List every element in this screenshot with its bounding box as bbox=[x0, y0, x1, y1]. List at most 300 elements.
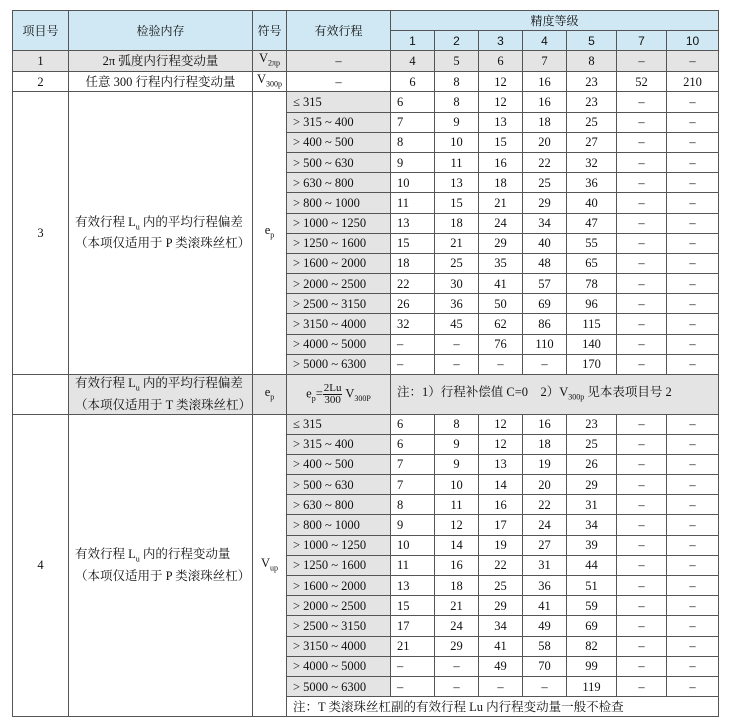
table-cell: – bbox=[667, 535, 719, 555]
travel-range: > 2500 ~ 3150 bbox=[287, 616, 391, 636]
content-sub: u bbox=[135, 383, 140, 393]
table-cell: – bbox=[617, 314, 667, 334]
table-cell: – bbox=[667, 515, 719, 535]
table-cell: 27 bbox=[567, 132, 617, 152]
grade-2: 2 bbox=[435, 31, 479, 51]
table-cell: 19 bbox=[479, 535, 523, 555]
symbol-sub: up bbox=[270, 563, 279, 573]
table-cell: 8 bbox=[435, 414, 479, 434]
content-line2: （本项仅适用于 P 类滚珠丝杠） bbox=[75, 568, 251, 583]
table-cell: 35 bbox=[479, 253, 523, 273]
table-cell: – bbox=[667, 92, 719, 112]
table-cell: – bbox=[667, 334, 719, 354]
table-cell: 16 bbox=[479, 152, 523, 172]
table-cell: 9 bbox=[435, 112, 479, 132]
table-cell: 8 bbox=[567, 51, 617, 72]
table-cell: 99 bbox=[567, 656, 617, 676]
table-cell: 15 bbox=[435, 193, 479, 213]
table-cell: – bbox=[617, 676, 667, 696]
travel-range: > 5000 ~ 6300 bbox=[287, 354, 391, 374]
travel-range: > 1600 ~ 2000 bbox=[287, 253, 391, 273]
table-cell: 26 bbox=[391, 294, 435, 314]
travel-range: > 1000 ~ 1250 bbox=[287, 535, 391, 555]
table-cell: 13 bbox=[391, 576, 435, 596]
table-cell: 29 bbox=[523, 193, 567, 213]
item-1-content: 2π 弧度内行程变动量 bbox=[69, 51, 253, 72]
table-cell: 14 bbox=[435, 535, 479, 555]
table-cell: 23 bbox=[567, 92, 617, 112]
table-cell: – bbox=[391, 676, 435, 696]
table-cell: – bbox=[617, 555, 667, 575]
item-2-no: 2 bbox=[13, 71, 69, 92]
table-cell: 16 bbox=[523, 414, 567, 434]
table-cell: – bbox=[435, 354, 479, 374]
note-a: 注：1）行程补偿值 C=0 2）V bbox=[397, 384, 569, 399]
table-row-item-1 bbox=[13, 51, 719, 72]
travel-range: > 4000 ~ 5000 bbox=[287, 334, 391, 354]
table-cell: – bbox=[667, 253, 719, 273]
table-cell: 13 bbox=[479, 112, 523, 132]
table-cell: 36 bbox=[523, 576, 567, 596]
table-cell: 7 bbox=[523, 51, 567, 72]
table-cell: – bbox=[667, 274, 719, 294]
formula-lhs-sub: p bbox=[311, 393, 316, 403]
travel-range: > 630 ~ 800 bbox=[287, 495, 391, 515]
note-sub: 300p bbox=[568, 392, 585, 401]
table-cell: 18 bbox=[391, 253, 435, 273]
table-cell: 170 bbox=[567, 354, 617, 374]
table-cell: 31 bbox=[567, 495, 617, 515]
table-cell: 82 bbox=[567, 636, 617, 656]
content-line1: 有效行程 L bbox=[75, 547, 136, 562]
table-cell: 62 bbox=[479, 314, 523, 334]
table-cell: 11 bbox=[391, 193, 435, 213]
travel-range: > 2000 ~ 2500 bbox=[287, 274, 391, 294]
accuracy-table bbox=[12, 10, 719, 717]
grade-3: 3 bbox=[479, 31, 523, 51]
table-cell: – bbox=[435, 656, 479, 676]
table-cell: 11 bbox=[435, 495, 479, 515]
table-cell: 22 bbox=[523, 152, 567, 172]
table-cell: – bbox=[667, 676, 719, 696]
table-cell: 58 bbox=[523, 636, 567, 656]
table-cell: 20 bbox=[523, 132, 567, 152]
travel-range: > 2500 ~ 3150 bbox=[287, 294, 391, 314]
table-cell: 25 bbox=[479, 576, 523, 596]
item-4-content bbox=[69, 414, 253, 717]
table-cell: – bbox=[667, 636, 719, 656]
travel-range: > 315 ~ 400 bbox=[287, 434, 391, 454]
table-cell: 12 bbox=[435, 515, 479, 535]
table-cell: – bbox=[667, 51, 719, 72]
table-cell: 9 bbox=[391, 515, 435, 535]
table-row-item-3-t bbox=[13, 375, 719, 415]
table-cell: – bbox=[617, 132, 667, 152]
table-cell: – bbox=[617, 616, 667, 636]
table-cell: 34 bbox=[567, 515, 617, 535]
travel-range: ≤ 315 bbox=[287, 414, 391, 434]
table-cell: 25 bbox=[567, 112, 617, 132]
table-cell: 22 bbox=[523, 495, 567, 515]
travel-range: > 1000 ~ 1250 bbox=[287, 213, 391, 233]
item-2-content: 任意 300 行程内行程变动量 bbox=[69, 71, 253, 92]
table-cell: 6 bbox=[391, 71, 435, 92]
table-cell: 6 bbox=[391, 434, 435, 454]
symbol-main: e bbox=[264, 223, 271, 238]
table-cell: 18 bbox=[435, 576, 479, 596]
table-cell: – bbox=[617, 434, 667, 454]
grade-7: 7 bbox=[617, 31, 667, 51]
table-cell: – bbox=[523, 354, 567, 374]
table-row bbox=[13, 92, 719, 112]
table-cell: 86 bbox=[523, 314, 567, 334]
item-3t-formula bbox=[287, 375, 391, 415]
travel-range: > 1250 ~ 1600 bbox=[287, 233, 391, 253]
formula-denominator: 300 bbox=[324, 393, 341, 406]
travel-range: > 1600 ~ 2000 bbox=[287, 576, 391, 596]
item-1-symbol: $V_{2\pi p}$ bbox=[253, 51, 287, 72]
table-cell: 24 bbox=[523, 515, 567, 535]
table-cell: 69 bbox=[567, 616, 617, 636]
item-2-travel: – bbox=[287, 71, 391, 92]
table-cell: – bbox=[617, 475, 667, 495]
table-cell: 13 bbox=[479, 454, 523, 474]
item-4-symbol bbox=[253, 414, 287, 717]
table-cell: 55 bbox=[567, 233, 617, 253]
table-cell: 26 bbox=[567, 454, 617, 474]
symbol-sub: p bbox=[270, 392, 275, 401]
content-line1-end: 内的平均行程偏差 bbox=[139, 376, 243, 390]
table-cell: 29 bbox=[567, 475, 617, 495]
travel-range: > 400 ~ 500 bbox=[287, 132, 391, 152]
table-cell: 45 bbox=[435, 314, 479, 334]
table-cell: 6 bbox=[391, 92, 435, 112]
formula-fraction bbox=[323, 383, 343, 406]
travel-range: ≤ 315 bbox=[287, 92, 391, 112]
table-cell: 22 bbox=[479, 555, 523, 575]
table-cell: – bbox=[667, 454, 719, 474]
item-2-symbol: $V_{300p}$ bbox=[253, 71, 287, 92]
formula-lhs: e bbox=[306, 386, 312, 401]
grade-5: 5 bbox=[567, 31, 617, 51]
travel-range: > 3150 ~ 4000 bbox=[287, 636, 391, 656]
item-4-no: 4 bbox=[13, 414, 69, 717]
table-cell: – bbox=[617, 636, 667, 656]
table-cell: – bbox=[667, 233, 719, 253]
table-cell: 20 bbox=[523, 475, 567, 495]
header-travel: 有效行程 bbox=[287, 11, 391, 51]
content-line1: 有效行程 L bbox=[75, 376, 136, 390]
content-sub: u bbox=[135, 554, 140, 564]
table-cell: 8 bbox=[435, 92, 479, 112]
table-cell: 23 bbox=[567, 71, 617, 92]
table-cell: – bbox=[435, 676, 479, 696]
travel-range: > 500 ~ 630 bbox=[287, 475, 391, 495]
table-cell: 10 bbox=[391, 535, 435, 555]
table-cell: 16 bbox=[523, 71, 567, 92]
table-cell: 49 bbox=[479, 656, 523, 676]
content-line1-end: 内的行程变动量 bbox=[139, 547, 231, 562]
table-cell: 41 bbox=[479, 636, 523, 656]
table-cell: 36 bbox=[435, 294, 479, 314]
header-content: 检验内存 bbox=[69, 11, 253, 51]
item-3-symbol bbox=[253, 92, 287, 375]
table-cell: – bbox=[617, 656, 667, 676]
table-cell: – bbox=[667, 213, 719, 233]
travel-range: > 5000 ~ 6300 bbox=[287, 676, 391, 696]
table-cell: 21 bbox=[435, 596, 479, 616]
symbol-main: e bbox=[264, 384, 271, 399]
content-line1-end: 内的平均行程偏差 bbox=[139, 214, 243, 229]
table-cell: 31 bbox=[523, 555, 567, 575]
item-1-travel: – bbox=[287, 51, 391, 72]
table-cell: 18 bbox=[479, 173, 523, 193]
table-cell: 25 bbox=[523, 173, 567, 193]
table-cell: 110 bbox=[523, 334, 567, 354]
item-3-no: 3 bbox=[13, 92, 69, 375]
table-cell: 57 bbox=[523, 274, 567, 294]
table-cell: 34 bbox=[479, 616, 523, 636]
table-cell: – bbox=[667, 414, 719, 434]
table-cell: – bbox=[617, 354, 667, 374]
table-cell: 10 bbox=[435, 132, 479, 152]
table-cell: – bbox=[617, 233, 667, 253]
header-grade: 精度等级 bbox=[391, 11, 719, 31]
travel-range: > 800 ~ 1000 bbox=[287, 193, 391, 213]
table-cell: 10 bbox=[435, 475, 479, 495]
table-cell: 51 bbox=[567, 576, 617, 596]
table-cell: 24 bbox=[479, 213, 523, 233]
item-1-no: 1 bbox=[13, 51, 69, 72]
formula-numerator: 2Lu bbox=[323, 381, 342, 394]
formula-v: V bbox=[345, 386, 355, 401]
travel-range: > 315 ~ 400 bbox=[287, 112, 391, 132]
table-cell: 13 bbox=[391, 213, 435, 233]
grade-1: 1 bbox=[391, 31, 435, 51]
item-3t-symbol bbox=[253, 375, 287, 415]
table-cell: – bbox=[435, 334, 479, 354]
travel-range: > 1250 ~ 1600 bbox=[287, 555, 391, 575]
table-row-item-2 bbox=[13, 71, 719, 92]
table-cell: – bbox=[479, 676, 523, 696]
table-cell: 18 bbox=[523, 112, 567, 132]
formula-v-sub: 300P bbox=[354, 393, 371, 403]
table-cell: 29 bbox=[435, 636, 479, 656]
table-cell: 50 bbox=[479, 294, 523, 314]
table-cell: 6 bbox=[391, 414, 435, 434]
table-cell: – bbox=[617, 414, 667, 434]
table-cell: 76 bbox=[479, 334, 523, 354]
table-cell: – bbox=[667, 576, 719, 596]
table-cell: 32 bbox=[567, 152, 617, 172]
table-cell: 69 bbox=[523, 294, 567, 314]
travel-range: > 2000 ~ 2500 bbox=[287, 596, 391, 616]
table-cell: – bbox=[667, 656, 719, 676]
table-cell: 96 bbox=[567, 294, 617, 314]
table-cell: 5 bbox=[435, 51, 479, 72]
table-cell: 4 bbox=[391, 51, 435, 72]
table-cell: 9 bbox=[435, 454, 479, 474]
table-cell: 32 bbox=[391, 314, 435, 334]
table-cell: – bbox=[667, 294, 719, 314]
header-item-no: 项目号 bbox=[13, 11, 69, 51]
table-cell: 12 bbox=[479, 92, 523, 112]
table-cell: 29 bbox=[479, 233, 523, 253]
header-symbol: 符号 bbox=[253, 11, 287, 51]
table-cell: – bbox=[667, 112, 719, 132]
table-cell: 8 bbox=[391, 132, 435, 152]
table-cell: 6 bbox=[479, 51, 523, 72]
table-cell: 14 bbox=[479, 475, 523, 495]
table-cell: 13 bbox=[435, 173, 479, 193]
table-cell: – bbox=[617, 515, 667, 535]
table-cell: 8 bbox=[391, 495, 435, 515]
table-cell: – bbox=[617, 253, 667, 273]
note-b: 见本表项目号 2 bbox=[584, 384, 672, 399]
table-cell: 23 bbox=[567, 414, 617, 434]
table-cell: 27 bbox=[523, 535, 567, 555]
table-cell: 22 bbox=[391, 274, 435, 294]
table-cell: – bbox=[617, 334, 667, 354]
travel-range: > 630 ~ 800 bbox=[287, 173, 391, 193]
table-cell: – bbox=[617, 92, 667, 112]
travel-range: > 500 ~ 630 bbox=[287, 152, 391, 172]
table-cell: – bbox=[617, 495, 667, 515]
table-row bbox=[13, 414, 719, 434]
table-cell: 29 bbox=[479, 596, 523, 616]
table-cell: 40 bbox=[567, 193, 617, 213]
table-cell: 36 bbox=[567, 173, 617, 193]
symbol-sub: p bbox=[270, 230, 275, 240]
table-cell: – bbox=[479, 354, 523, 374]
travel-range: > 800 ~ 1000 bbox=[287, 515, 391, 535]
table-cell: 12 bbox=[479, 71, 523, 92]
table-cell: 30 bbox=[435, 274, 479, 294]
table-cell: – bbox=[391, 334, 435, 354]
table-cell: – bbox=[523, 676, 567, 696]
table-cell: – bbox=[667, 475, 719, 495]
table-cell: – bbox=[391, 656, 435, 676]
table-cell: – bbox=[617, 213, 667, 233]
table-cell: 52 bbox=[617, 71, 667, 92]
table-cell: – bbox=[667, 495, 719, 515]
table-cell: – bbox=[617, 535, 667, 555]
table-cell: 25 bbox=[435, 253, 479, 273]
table-cell: 15 bbox=[391, 233, 435, 253]
table-cell: – bbox=[617, 294, 667, 314]
table-cell: – bbox=[667, 354, 719, 374]
table-cell: 12 bbox=[479, 434, 523, 454]
formula-eq: = bbox=[315, 386, 323, 401]
travel-range: > 4000 ~ 5000 bbox=[287, 656, 391, 676]
travel-range: > 3150 ~ 4000 bbox=[287, 314, 391, 334]
content-sub: u bbox=[135, 222, 140, 232]
table-cell: 65 bbox=[567, 253, 617, 273]
table-cell: 11 bbox=[435, 152, 479, 172]
table-cell: 21 bbox=[479, 193, 523, 213]
table-cell: 24 bbox=[435, 616, 479, 636]
table-cell: 9 bbox=[391, 152, 435, 172]
table-cell: – bbox=[667, 193, 719, 213]
content-line2: （本项仅适用于 T 类滚珠丝杠） bbox=[75, 397, 252, 412]
table-cell: 41 bbox=[523, 596, 567, 616]
table-cell: – bbox=[617, 112, 667, 132]
table-cell: 12 bbox=[479, 414, 523, 434]
table-cell: 9 bbox=[435, 434, 479, 454]
table-cell: – bbox=[667, 555, 719, 575]
item-4-note: 注：T 类滚珠丝杠副的有效行程 Lu 内行程变动量一般不检查 bbox=[287, 697, 719, 717]
table-cell: – bbox=[667, 314, 719, 334]
table-cell: – bbox=[667, 173, 719, 193]
table-cell: 59 bbox=[567, 596, 617, 616]
table-cell: 18 bbox=[435, 213, 479, 233]
content-line1: 有效行程 L bbox=[75, 214, 136, 229]
table-cell: 17 bbox=[391, 616, 435, 636]
table-cell: – bbox=[667, 596, 719, 616]
table-cell: 7 bbox=[391, 454, 435, 474]
table-cell: 34 bbox=[523, 213, 567, 233]
table-cell: 18 bbox=[523, 434, 567, 454]
table-cell: – bbox=[617, 173, 667, 193]
table-cell: 119 bbox=[567, 676, 617, 696]
item-3t-no bbox=[13, 375, 69, 415]
table-cell: 10 bbox=[391, 173, 435, 193]
table-cell: – bbox=[391, 354, 435, 374]
table-cell: – bbox=[667, 434, 719, 454]
table-cell: 115 bbox=[567, 314, 617, 334]
table-cell: 40 bbox=[523, 233, 567, 253]
item-3t-content bbox=[69, 375, 253, 415]
table-cell: – bbox=[667, 132, 719, 152]
table-cell: 39 bbox=[567, 535, 617, 555]
table-cell: 47 bbox=[567, 213, 617, 233]
table-cell: 11 bbox=[391, 555, 435, 575]
table-cell: 21 bbox=[391, 636, 435, 656]
item-3t-note bbox=[391, 375, 719, 415]
table-cell: 16 bbox=[435, 555, 479, 575]
table-cell: 16 bbox=[523, 92, 567, 112]
table-cell: 19 bbox=[523, 454, 567, 474]
grade-10: 10 bbox=[667, 31, 719, 51]
table-cell: 48 bbox=[523, 253, 567, 273]
table-cell: 7 bbox=[391, 475, 435, 495]
table-cell: 70 bbox=[523, 656, 567, 676]
table-cell: – bbox=[617, 274, 667, 294]
symbol-main: V bbox=[260, 555, 271, 570]
table-cell: – bbox=[617, 51, 667, 72]
table-cell: – bbox=[617, 596, 667, 616]
table-cell: – bbox=[617, 454, 667, 474]
table-cell: 17 bbox=[479, 515, 523, 535]
table-cell: 49 bbox=[523, 616, 567, 636]
table-cell: 8 bbox=[435, 71, 479, 92]
table-cell: – bbox=[667, 152, 719, 172]
table-cell: 78 bbox=[567, 274, 617, 294]
table-cell: 140 bbox=[567, 334, 617, 354]
table-cell: – bbox=[617, 193, 667, 213]
table-cell: – bbox=[617, 152, 667, 172]
table-cell: 25 bbox=[567, 434, 617, 454]
table-cell: 7 bbox=[391, 112, 435, 132]
travel-range: > 400 ~ 500 bbox=[287, 454, 391, 474]
grade-4: 4 bbox=[523, 31, 567, 51]
table-cell: 41 bbox=[479, 274, 523, 294]
table-cell: 15 bbox=[479, 132, 523, 152]
table-cell: – bbox=[667, 616, 719, 636]
table-cell: 15 bbox=[391, 596, 435, 616]
table-cell: 21 bbox=[435, 233, 479, 253]
table-cell: – bbox=[617, 576, 667, 596]
